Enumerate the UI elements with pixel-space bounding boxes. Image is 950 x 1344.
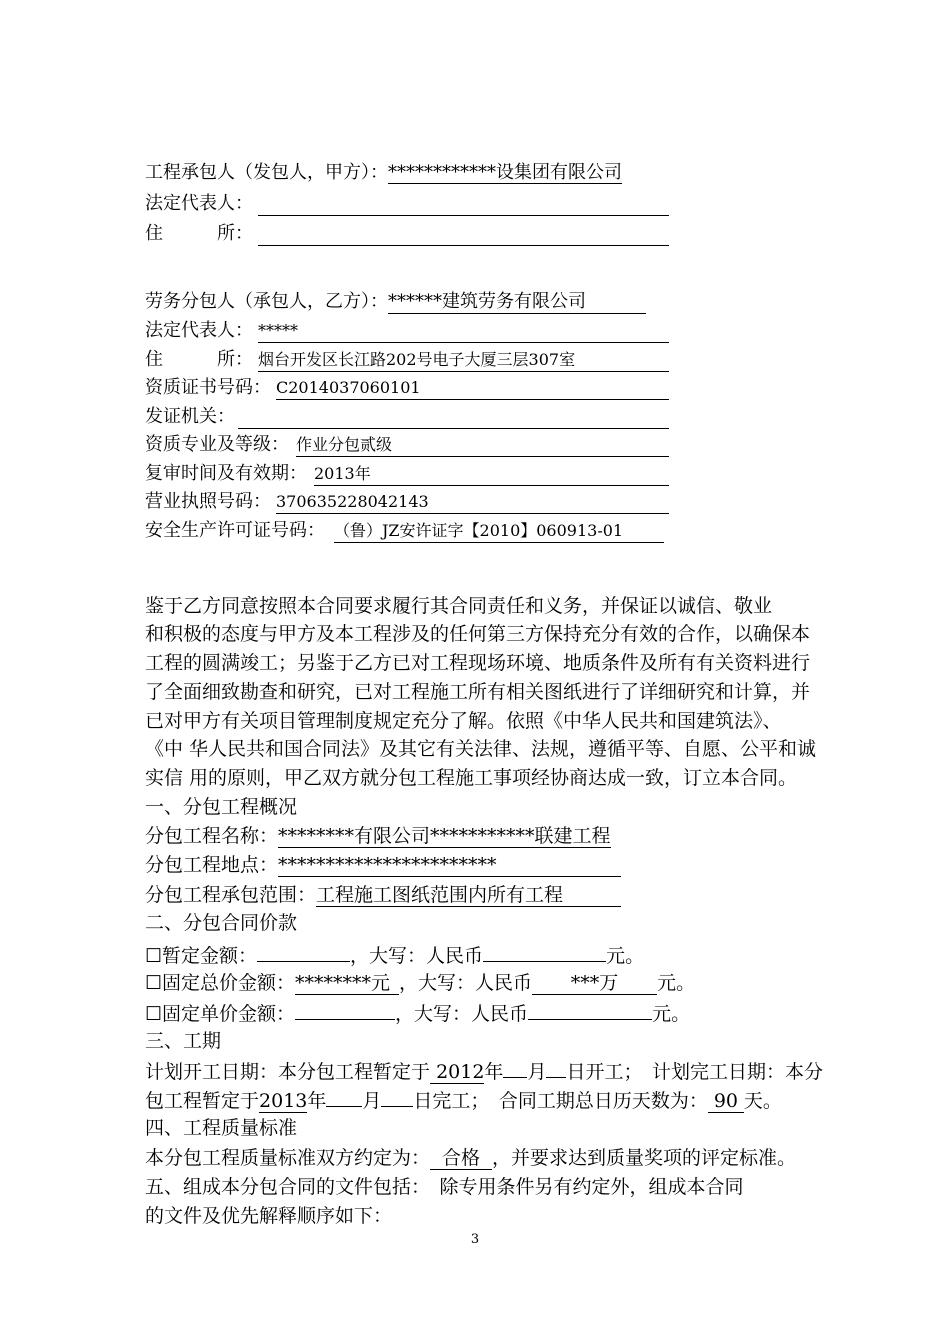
schedule-row-1 (145, 1059, 823, 1083)
fixed-unit-checkbox-label: ☐固定单价金额： (145, 1003, 296, 1025)
party-a-addr-label: 住 所： (145, 223, 253, 244)
page-number: 3 (470, 1232, 480, 1247)
finish-year: 2013 (259, 1090, 308, 1112)
fixed-total-value: ********元 (295, 972, 399, 995)
party-b-line (145, 291, 646, 314)
schedule-row-2 (145, 1088, 782, 1113)
preamble-line-2: 和积极的态度与甲方及本工程涉及的任何第三方保持充分有效的合作，以确保本 (145, 623, 811, 645)
provisional-checkbox-label: ☐暂定金额： (145, 945, 258, 967)
start-year-unit: 年 (484, 1061, 504, 1083)
start-month-unit: 月 (527, 1061, 547, 1083)
provisional-amount-blank (257, 943, 350, 962)
party-b-safety-label: 安全生产许可证号码： (145, 520, 325, 541)
party-b-issuer-field (238, 406, 669, 429)
preamble-line-5: 已对甲方有关项目管理制度规定充分了解。依照《中华人民共和国建筑法》、 (145, 710, 782, 732)
party-a-rep-label: 法定代表人： (145, 193, 253, 214)
start-day-blank (546, 1059, 566, 1078)
total-days-unit: 天。 (743, 1090, 782, 1112)
party-b-addr-value: 烟台开发区长江路202号电子大厦三层307室 (258, 349, 669, 372)
party-b-issuer-label: 发证机关： (145, 406, 235, 427)
section-4-heading: 四、工程质量标准 (145, 1117, 298, 1139)
preamble-line-6: 《中 华人民共和国合同法》及其它有关法律、法规，遵循平等、自愿、公平和诚 (145, 738, 817, 760)
provisional-yuan: 元。 (606, 945, 645, 967)
project-site-label: 分包工程地点： (145, 854, 279, 876)
party-b-review-value: 2013年 (314, 463, 669, 486)
section-1-scope-row (145, 884, 621, 907)
quality-suffix: ，并要求达到质量奖项的评定标准。 (492, 1147, 797, 1169)
fixed-unit-row (145, 1001, 690, 1025)
project-scope-value: 工程施工图纸范围内所有工程 (316, 884, 621, 907)
party-b-safety-value: （鲁）JZ安许证字【2010】060913-01 (334, 520, 664, 543)
fixed-total-yuan: 元。 (657, 972, 696, 994)
finish-year-unit: 年 (307, 1090, 327, 1112)
party-b-grade-label: 资质专业及等级： (145, 434, 289, 455)
fixed-unit-caps-blank (528, 1001, 652, 1020)
start-month-blank (503, 1059, 527, 1078)
section-1-name-row (145, 825, 611, 847)
fixed-total-caps-label: ，大写：人民币 (399, 972, 533, 994)
provisional-caps-label: ，大写：人民币 (350, 945, 484, 967)
party-b-name: ******建筑劳务有限公司 (388, 291, 646, 314)
project-scope-label: 分包工程承包范围： (145, 884, 317, 906)
party-b-rep-value: ***** (258, 320, 669, 343)
party-a-line (145, 162, 622, 184)
fixed-total-checkbox-label: ☐固定总价金额： (145, 972, 296, 994)
party-a-rep-field (258, 193, 669, 216)
finish-month-blank (326, 1088, 362, 1107)
start-date-prefix: 计划开工日期：本分包工程暂定于 (145, 1061, 431, 1083)
section-2-heading: 二、分包合同价款 (145, 912, 298, 934)
party-b-label: 劳务分包人（承包人，乙方）： (145, 291, 388, 312)
start-date-suffix: 日开工； 计划完工日期：本分 (566, 1061, 823, 1083)
fixed-total-row (145, 972, 695, 995)
party-b-cert-value: C2014037060101 (276, 377, 669, 400)
party-b-license-value: 370635228042143 (276, 491, 669, 514)
provisional-caps-blank (483, 943, 606, 962)
start-year-value: 2012 (436, 1061, 485, 1083)
fixed-unit-blank (295, 1001, 395, 1020)
party-b-cert-label: 资质证书号码： (145, 377, 271, 398)
section-1-site-row (145, 854, 621, 877)
quality-value: 合格 (430, 1147, 492, 1170)
quality-prefix: 本分包工程质量标准双方约定为： (145, 1147, 431, 1169)
finish-month-unit: 月 (362, 1090, 382, 1112)
provisional-amount-row (145, 943, 644, 967)
preamble-line-1: 鉴于乙方同意按照本合同要求履行其合同责任和义务，并保证以诚信、敬业 (145, 595, 773, 617)
total-days-value: 90 (708, 1090, 744, 1113)
party-b-grade-value: 作业分包贰级 (296, 434, 669, 457)
party-b-addr-label: 住 所： (145, 349, 253, 370)
section-5-line-1: 五、组成本分包合同的文件包括： 除专用条件另有约定外，组成本合同 (145, 1176, 744, 1198)
fixed-unit-yuan: 元。 (652, 1003, 691, 1025)
project-name-value: ********有限公司***********联建工程 (278, 825, 611, 847)
preamble-line-4: 了全面细致勘查和研究，已对工程施工所有相关图纸进行了详细研究和计算，并 (145, 681, 811, 703)
start-year (430, 1061, 484, 1084)
project-site-value: *********************** (278, 854, 621, 877)
section-5-line-2: 的文件及优先解释顺序如下： (145, 1205, 393, 1227)
party-a-label: 工程承包人（发包人，甲方）： (145, 162, 388, 183)
project-name-label: 分包工程名称： (145, 825, 279, 847)
party-b-review-label: 复审时间及有效期： (145, 463, 307, 484)
party-b-license-label: 营业执照号码： (145, 491, 271, 512)
preamble-line-7: 实信 用的原则，甲乙双方就分包工程施工事项经协商达成一致，订立本合同。 (145, 767, 798, 789)
party-a-name: ************设集团有限公司 (388, 162, 622, 183)
finish-date-prefix: 包工程暂定于 (145, 1090, 260, 1112)
section-3-heading: 三、工期 (145, 1030, 222, 1052)
section-1-heading: 一、分包工程概况 (145, 796, 298, 818)
party-b-rep-label: 法定代表人： (145, 320, 253, 341)
fixed-unit-caps-label: ，大写：人民币 (395, 1003, 529, 1025)
quality-row (145, 1147, 796, 1170)
preamble-line-3: 工程的圆满竣工；另鉴于乙方已对工程现场环境、地质条件及所有有关资料进行 (145, 652, 811, 674)
finish-date-suffix: 日完工； 合同工期总日历天数为： (413, 1090, 708, 1112)
party-a-addr-field (258, 223, 669, 246)
fixed-total-caps-value: ***万 (532, 972, 657, 995)
finish-day-blank (381, 1088, 413, 1107)
